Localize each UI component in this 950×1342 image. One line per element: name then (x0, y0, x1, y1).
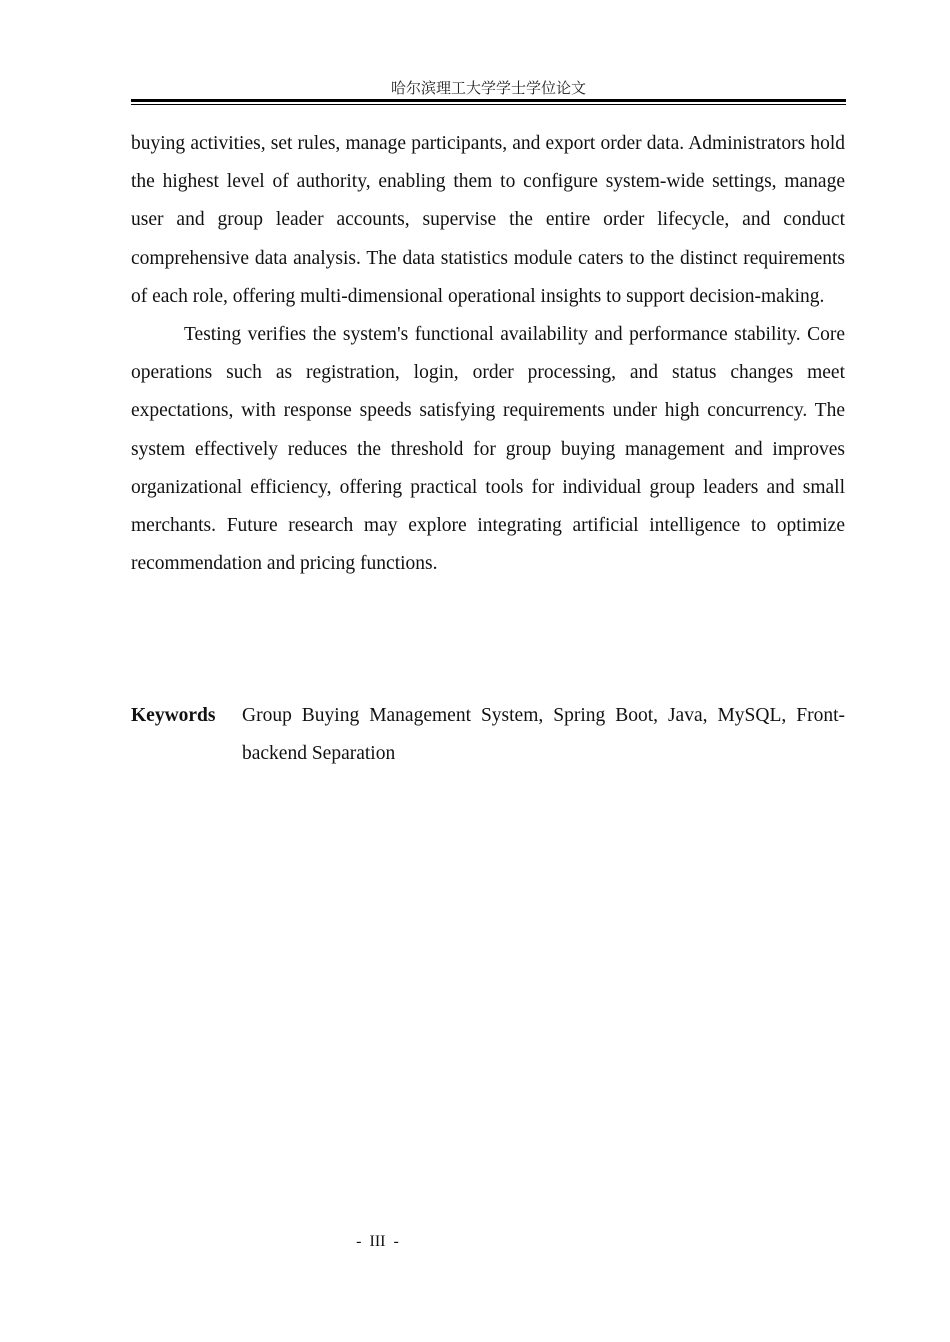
abstract-body (131, 125, 845, 583)
header-rule-thick (131, 99, 846, 102)
page-header: 哈尔滨理工大学学士学位论文 (390, 81, 586, 97)
keywords-value: Group Buying Management System, Spring Boot, Java, MySQL, Front-backend Separation (242, 705, 845, 765)
page-number: - III - (356, 1233, 399, 1250)
header-rule-thin (131, 104, 846, 105)
keywords-section (131, 697, 845, 773)
paragraph-1: buying activities, set rules, manage participants, and export order data. Administrators hold the highest level of authority, enabling them to configure system-wide settings, manage user and group leader accounts, supervise the entire order lifecycle, and conduct comprehensive data analysis. The data statistics module caters to the distinct requirements of each role, offering multi-dimensional operational insights to support decision-making. (131, 133, 845, 307)
keywords-label: Keywords (131, 705, 216, 726)
paragraph-2: Testing verifies the system's functional availability and performance stability. Core operations such as registration, login, order processing, and status changes meet expectations, with response speeds satisfying requirements under high concurrency. The system effectively reduces the threshold for group buying management and improves organizational efficiency, offering practical tools for individual group leaders and small merchants. Future research may explore integrating artificial intelligence to optimize recommendation and pricing functions. (131, 324, 845, 575)
